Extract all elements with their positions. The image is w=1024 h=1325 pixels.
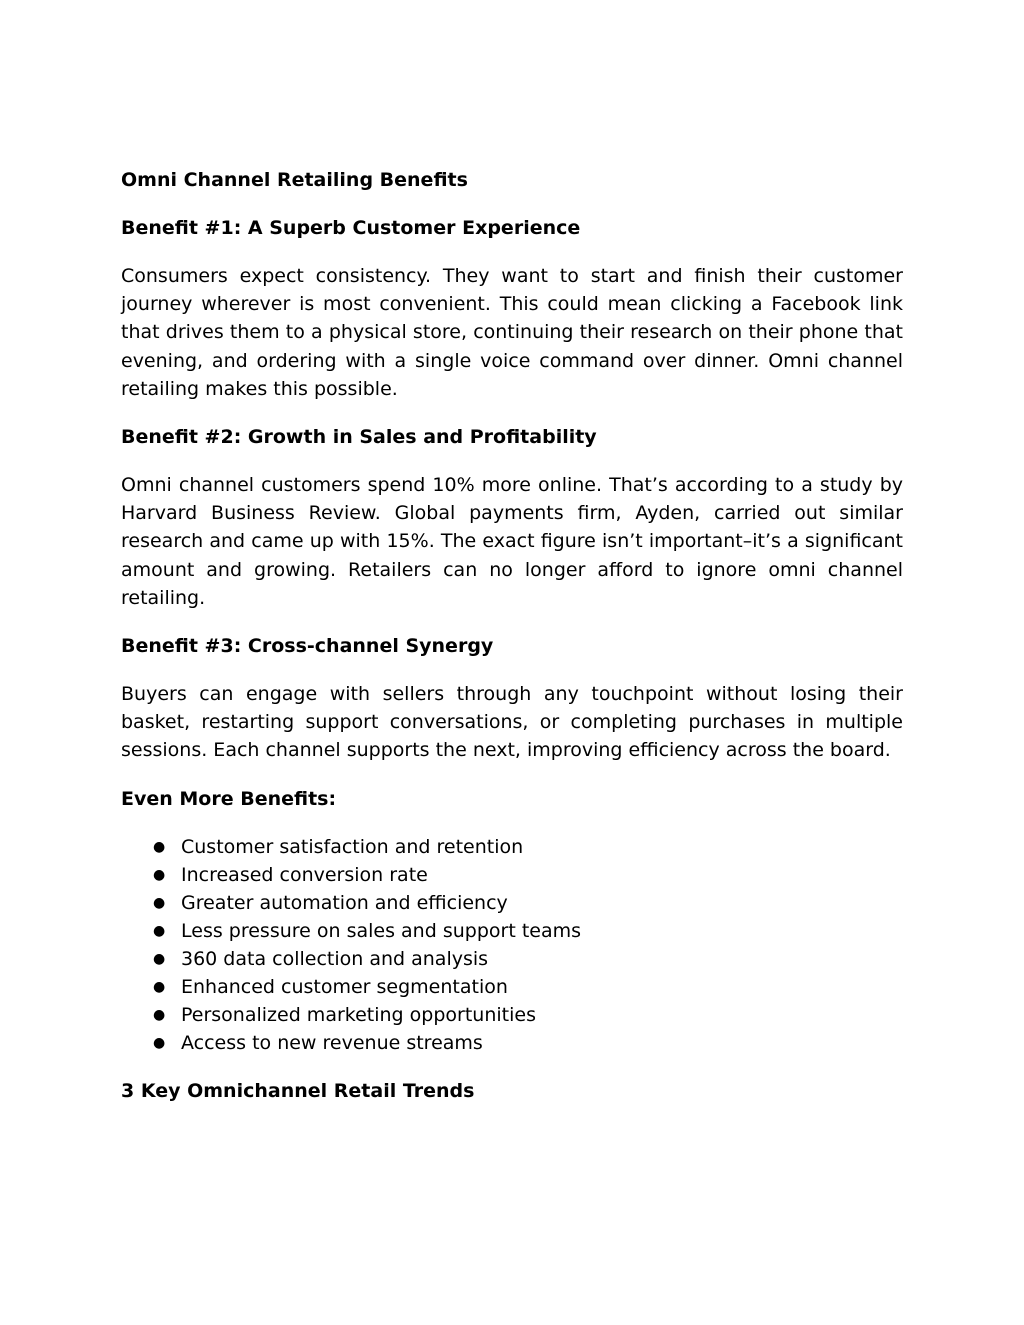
benefit-2-paragraph: Omni channel customers spend 10% more online. That’s according to a study by Harvard Business Review. Global payments firm, Ayden, carried out similar research and came up with 15%. The exact figure isn’t important–it’s a significant amount and growing. Retailers can no longer afford to ignore omni channel retailing. <box>121 474 903 609</box>
list-item <box>121 973 903 1001</box>
document-title: Omni Channel Retailing Benefits <box>121 169 468 191</box>
bullet-icon: ● <box>153 838 166 855</box>
benefit-1-heading: Benefit #1: A Superb Customer Experience <box>121 217 581 239</box>
benefit-2-heading: Benefit #2: Growth in Sales and Profitability <box>121 426 597 449</box>
bullet-icon: ● <box>153 866 166 883</box>
bullet-icon: ● <box>153 979 166 996</box>
list-item <box>121 1029 903 1057</box>
list-item-text: Personalized marketing opportunities <box>181 1004 536 1027</box>
list-item-text: 360 data collection and analysis <box>181 948 489 971</box>
benefit-1-paragraph: Consumers expect consistency. They want to start and finish their customer journey wherever is most convenient. This could mean clicking a Facebook link that drives them to a physical store, continuing their research on their phone that evening, and ordering with a single voice command over dinner. Omni channel retailing makes this possible. <box>121 265 903 400</box>
bullet-icon: ● <box>153 894 166 911</box>
document-page <box>121 166 903 1105</box>
list-item <box>121 1001 903 1029</box>
trends-heading: 3 Key Omnichannel Retail Trends <box>121 1080 475 1103</box>
bullet-icon: ● <box>153 1035 166 1052</box>
bullet-icon: ● <box>153 922 166 939</box>
list-item <box>121 889 903 917</box>
bullet-icon: ● <box>153 951 166 968</box>
list-item-text: Increased conversion rate <box>181 863 428 886</box>
list-item-text: Access to new revenue streams <box>181 1032 483 1055</box>
list-item-text: Enhanced customer segmentation <box>181 976 508 999</box>
bullet-icon: ● <box>153 1007 166 1024</box>
more-benefits-heading: Even More Benefits: <box>121 787 337 810</box>
list-item <box>121 917 903 945</box>
list-item-text: Customer satisfaction and retention <box>181 835 524 858</box>
benefit-3-heading: Benefit #3: Cross-channel Synergy <box>121 635 494 658</box>
list-item <box>121 861 903 889</box>
more-benefits-list <box>121 833 903 1058</box>
list-item-text: Greater automation and efficiency <box>181 891 508 914</box>
benefit-3-paragraph: Buyers can engage with sellers through any touchpoint without losing their basket, restarting support conversations, or completing purchases in multiple sessions. Each channel supports the next, improving efficiency across the board. <box>121 683 903 762</box>
list-item <box>121 833 903 861</box>
list-item <box>121 945 903 973</box>
list-item-text: Less pressure on sales and support teams <box>181 919 582 942</box>
